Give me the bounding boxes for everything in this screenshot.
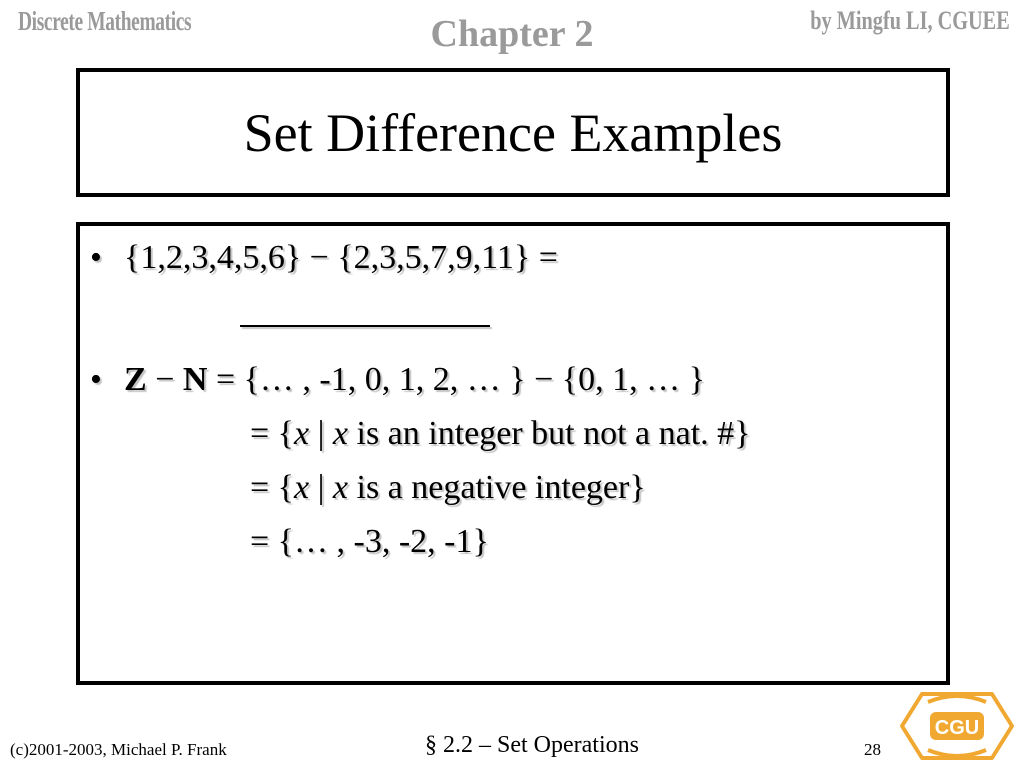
minus-operator: − [146,361,183,398]
answer-blank-line [240,325,490,327]
eq-open: = { [250,469,294,506]
page-number: 28 [864,740,881,759]
footer-copyright: (c)2001-2003, Michael P. Frank [10,740,227,759]
header-chapter: Chapter 2 [430,13,594,55]
bullet-item-2 [90,360,705,400]
set-builder-bar: | [309,415,333,452]
logo-text: CGU [934,717,980,739]
var-x: x [332,469,348,506]
set-n-symbol: N [182,361,208,398]
equation-line-3 [250,414,751,454]
bullet-1-text: {1,2,3,4,5,6} − {2,3,5,7,9,11} = [124,239,558,276]
equation-line-5 [250,522,489,562]
slide-title-box [76,68,950,197]
condition-text: is a negative integer} [348,469,646,506]
condition-text: is an integer but not a nat. #} [348,415,751,452]
eq-open: = { [250,415,294,452]
bullet-item-1 [90,238,558,278]
footer-section: § 2.2 – Set Operations [425,732,639,758]
bullet-marker: • [90,361,102,398]
result-set: = {… , -3, -2, -1} [250,523,489,560]
slide-title: Set Difference Examples [243,102,783,163]
var-x: x [332,415,348,452]
header-course-title: Discrete Mathematics [18,6,192,36]
equation-line-4 [250,468,646,508]
var-x: x [294,469,310,506]
set-z-symbol: Z [124,361,147,398]
set-builder-bar: | [309,469,333,506]
bullet-marker: • [90,239,102,276]
header-author: by Mingfu LI, CGUEE [810,6,1010,35]
bullet-2-rhs: = {… , -1, 0, 1, 2, … } − {0, 1, … } [207,361,705,398]
cgu-logo-icon [898,688,1016,764]
var-x: x [294,415,310,452]
